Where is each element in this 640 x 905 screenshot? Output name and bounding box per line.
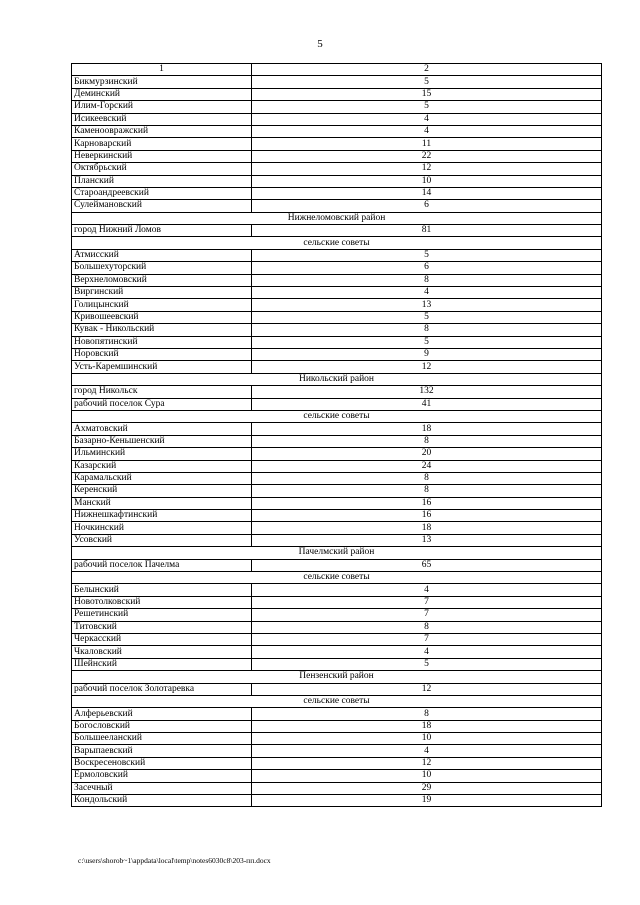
table-row [72, 770, 602, 782]
council-value: 12 [252, 683, 602, 695]
section-header-row [72, 547, 602, 559]
table-row [72, 559, 602, 571]
council-name: Атмисский [72, 249, 252, 261]
council-value: 16 [252, 497, 602, 509]
council-name: Усть-Каремшинский [72, 361, 252, 373]
council-value: 10 [252, 175, 602, 187]
table-row [72, 175, 602, 187]
council-value: 41 [252, 398, 602, 410]
table-body [72, 64, 602, 807]
section-title: Пензенский район [72, 671, 602, 683]
council-value: 6 [252, 200, 602, 212]
council-value: 14 [252, 187, 602, 199]
council-value: 7 [252, 609, 602, 621]
council-name: Варыпаевский [72, 745, 252, 757]
table-row [72, 745, 602, 757]
section-title: Пачелмский район [72, 547, 602, 559]
section-header-row [72, 373, 602, 385]
council-name: Алферьевский [72, 708, 252, 720]
council-value: 65 [252, 559, 602, 571]
council-value: 8 [252, 472, 602, 484]
council-name: Неверкинский [72, 150, 252, 162]
council-value: 4 [252, 584, 602, 596]
table-row [72, 187, 602, 199]
council-name: Каменоовражский [72, 125, 252, 137]
council-value: 6 [252, 262, 602, 274]
council-value: 4 [252, 745, 602, 757]
council-value: 5 [252, 101, 602, 113]
table-row [72, 125, 602, 137]
table-row [72, 472, 602, 484]
council-value: 4 [252, 646, 602, 658]
council-value: 15 [252, 88, 602, 100]
section-title: сельские советы [72, 572, 602, 584]
council-value: 18 [252, 720, 602, 732]
council-name: Базарно-Кеньшенский [72, 435, 252, 447]
table-row [72, 225, 602, 237]
council-name: Староандреевский [72, 187, 252, 199]
table-row [72, 609, 602, 621]
council-name: Усовский [72, 534, 252, 546]
council-value: 10 [252, 770, 602, 782]
table-row [72, 398, 602, 410]
table-row [72, 485, 602, 497]
council-value: 16 [252, 510, 602, 522]
council-name: Илим-Горский [72, 101, 252, 113]
page-number: 5 [317, 38, 323, 50]
section-title: Никольский район [72, 373, 602, 385]
table-row [72, 287, 602, 299]
council-name: Исикеевский [72, 113, 252, 125]
council-name: Бикмурзинский [72, 76, 252, 88]
table-row [72, 708, 602, 720]
table-row [72, 336, 602, 348]
council-value: 4 [252, 113, 602, 125]
table-row [72, 534, 602, 546]
council-value: 12 [252, 757, 602, 769]
council-name: Норовский [72, 348, 252, 360]
council-name: Засечный [72, 782, 252, 794]
council-value: 20 [252, 448, 602, 460]
council-name: рабочий поселок Сура [72, 398, 252, 410]
council-value: 22 [252, 150, 602, 162]
table-row [72, 510, 602, 522]
council-value: 18 [252, 423, 602, 435]
council-name: Большееланский [72, 733, 252, 745]
table-header-row [72, 64, 602, 76]
table-row [72, 757, 602, 769]
council-name: Титовский [72, 621, 252, 633]
council-value: 13 [252, 534, 602, 546]
council-value: 19 [252, 795, 602, 807]
table-row [72, 733, 602, 745]
table-row [72, 386, 602, 398]
council-value: 5 [252, 76, 602, 88]
section-header-row [72, 572, 602, 584]
council-name: Чкаловский [72, 646, 252, 658]
council-value: 24 [252, 460, 602, 472]
header-col-1: 1 [72, 64, 252, 76]
table-row [72, 200, 602, 212]
council-name: Новопятинский [72, 336, 252, 348]
table-row [72, 448, 602, 460]
section-header-row [72, 237, 602, 249]
footer-file-path: c:\users\shorob~1\appdata\local\temp\notes6030c8\203-пп.docx [78, 856, 271, 865]
table-row [72, 621, 602, 633]
council-name: Казарский [72, 460, 252, 472]
council-value: 8 [252, 621, 602, 633]
table-row [72, 795, 602, 807]
section-title: Нижнеломовский район [72, 212, 602, 224]
council-name: Керенский [72, 485, 252, 497]
table-row [72, 361, 602, 373]
council-name: Ахматовский [72, 423, 252, 435]
council-value: 5 [252, 249, 602, 261]
council-value: 18 [252, 522, 602, 534]
council-value: 5 [252, 311, 602, 323]
table-row [72, 683, 602, 695]
section-title: сельские советы [72, 410, 602, 422]
council-name: Кувак - Никольский [72, 324, 252, 336]
table-row [72, 782, 602, 794]
council-name: Белынский [72, 584, 252, 596]
table-row [72, 497, 602, 509]
council-value: 4 [252, 125, 602, 137]
section-header-row [72, 695, 602, 707]
council-name: Голицынский [72, 299, 252, 311]
council-value: 8 [252, 485, 602, 497]
section-title: сельские советы [72, 237, 602, 249]
table-row [72, 262, 602, 274]
council-name: Новотолковский [72, 596, 252, 608]
table-row [72, 76, 602, 88]
table-row [72, 163, 602, 175]
council-value: 7 [252, 596, 602, 608]
council-name: Октябрьский [72, 163, 252, 175]
council-name: Черкасский [72, 633, 252, 645]
council-value: 4 [252, 287, 602, 299]
section-header-row [72, 212, 602, 224]
council-value: 11 [252, 138, 602, 150]
council-name: Карамальский [72, 472, 252, 484]
council-value: 132 [252, 386, 602, 398]
council-name: Карноварский [72, 138, 252, 150]
table-row [72, 88, 602, 100]
council-name: Планский [72, 175, 252, 187]
table-row [72, 658, 602, 670]
council-value: 5 [252, 336, 602, 348]
council-name: Манский [72, 497, 252, 509]
council-name: Нижнешкафтинский [72, 510, 252, 522]
table-row [72, 522, 602, 534]
council-value: 13 [252, 299, 602, 311]
council-name: Кондольский [72, 795, 252, 807]
table-row [72, 423, 602, 435]
table-row [72, 249, 602, 261]
table-row [72, 435, 602, 447]
table-row [72, 113, 602, 125]
council-value: 5 [252, 658, 602, 670]
council-value: 29 [252, 782, 602, 794]
council-name: Кривошеевский [72, 311, 252, 323]
council-value: 8 [252, 708, 602, 720]
table-row [72, 150, 602, 162]
council-value: 12 [252, 361, 602, 373]
table-row [72, 646, 602, 658]
table-row [72, 274, 602, 286]
section-header-row [72, 410, 602, 422]
council-value: 9 [252, 348, 602, 360]
council-name: Большехуторский [72, 262, 252, 274]
districts-table [71, 63, 602, 807]
table-row [72, 348, 602, 360]
council-value: 7 [252, 633, 602, 645]
table-row [72, 311, 602, 323]
council-name: город Нижний Ломов [72, 225, 252, 237]
council-name: Деминский [72, 88, 252, 100]
council-name: Виргинский [72, 287, 252, 299]
council-name: Верхнеломовский [72, 274, 252, 286]
table-row [72, 138, 602, 150]
council-value: 8 [252, 435, 602, 447]
council-name: город Никольск [72, 386, 252, 398]
council-value: 8 [252, 274, 602, 286]
table-row [72, 324, 602, 336]
council-value: 12 [252, 163, 602, 175]
table-row [72, 584, 602, 596]
section-title: сельские советы [72, 695, 602, 707]
table-row [72, 101, 602, 113]
council-name: Решетинский [72, 609, 252, 621]
council-name: Богословский [72, 720, 252, 732]
council-name: Ночкинский [72, 522, 252, 534]
council-value: 8 [252, 324, 602, 336]
council-name: Ильминский [72, 448, 252, 460]
council-name: Воскресеновский [72, 757, 252, 769]
council-value: 10 [252, 733, 602, 745]
council-name: рабочий поселок Золотаревка [72, 683, 252, 695]
header-col-2: 2 [252, 64, 602, 76]
table-row [72, 633, 602, 645]
table-row [72, 460, 602, 472]
council-name: Шейнский [72, 658, 252, 670]
council-name: рабочий поселок Пачелма [72, 559, 252, 571]
table-row [72, 720, 602, 732]
council-value: 81 [252, 225, 602, 237]
section-header-row [72, 671, 602, 683]
table-row [72, 596, 602, 608]
table-row [72, 299, 602, 311]
council-name: Ермоловский [72, 770, 252, 782]
council-name: Сулеймановский [72, 200, 252, 212]
